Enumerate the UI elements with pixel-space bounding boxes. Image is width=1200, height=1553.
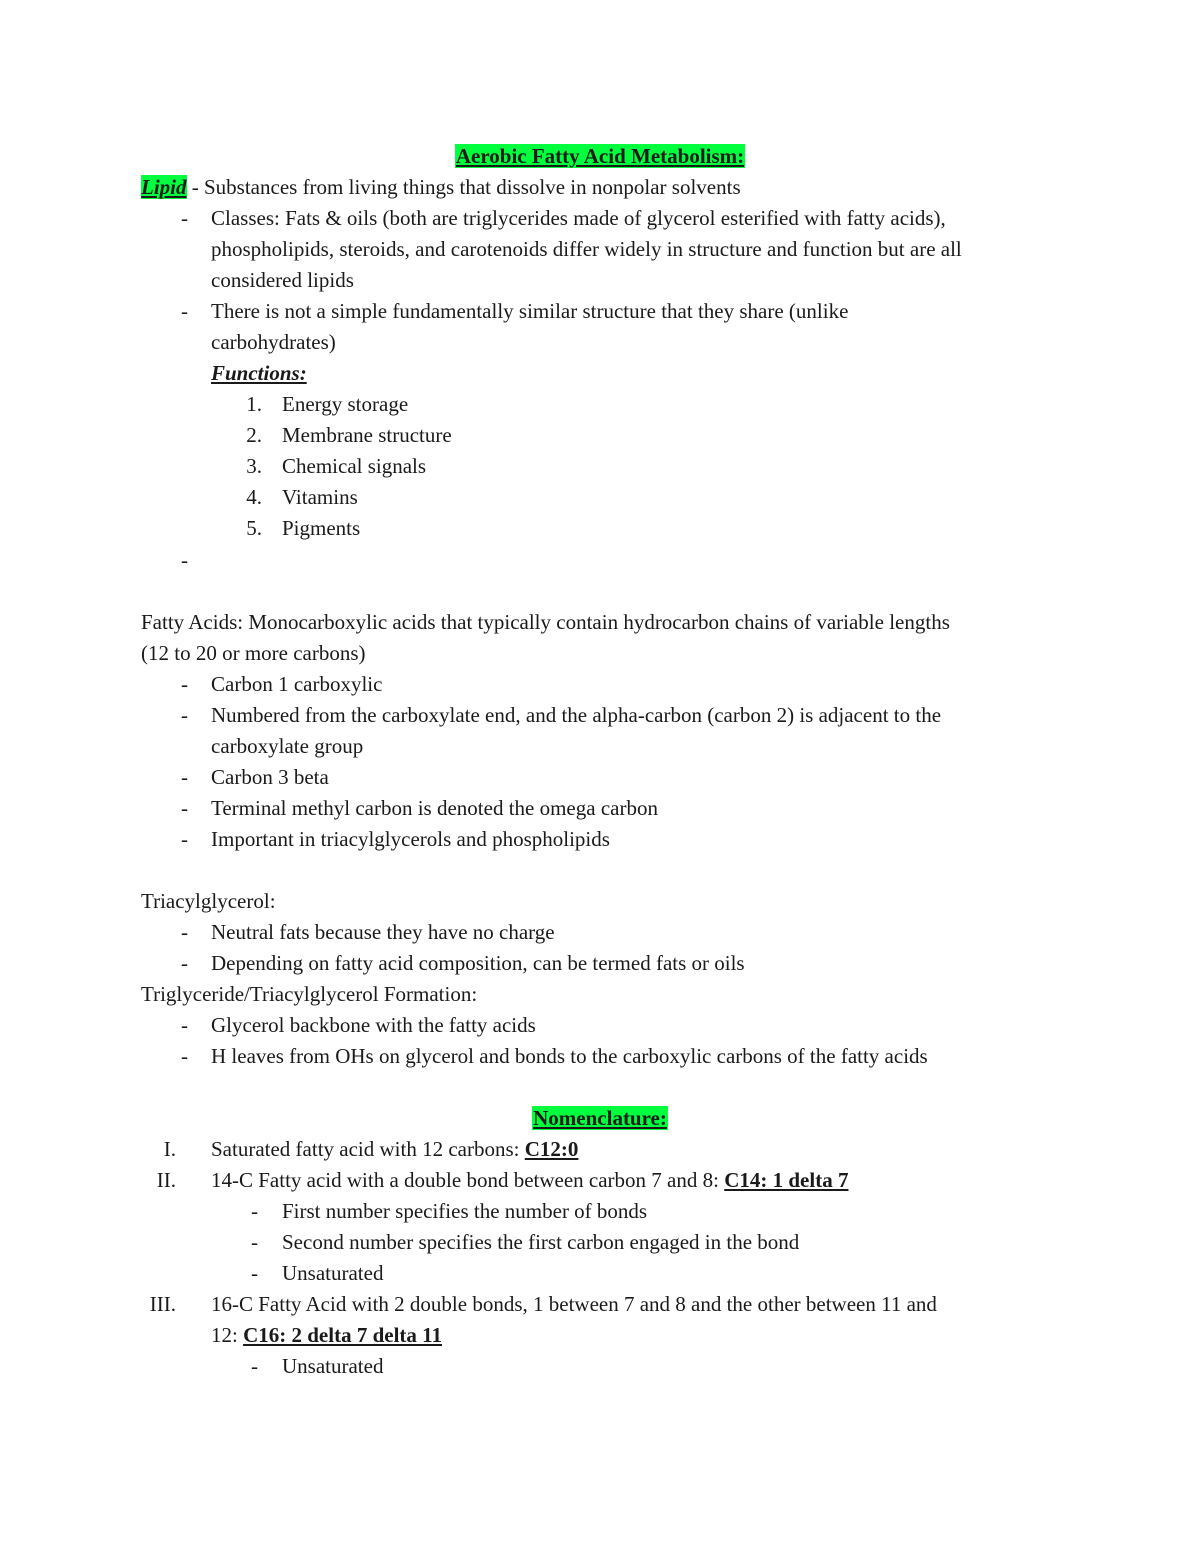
fatty-acids-intro-line <box>0 638 1200 669</box>
dash-marker: - <box>181 951 188 975</box>
formation-heading: Triglyceride/Triacylglycerol Formation: <box>141 982 478 1006</box>
lipid-bullet-continuation <box>0 234 1200 265</box>
bullet-text: Depending on fatty acid composition, can be termed fats or oils <box>211 951 745 975</box>
bullet-text: considered lipids <box>211 268 354 292</box>
nomenclature-text: 14-C Fatty acid with a double bond between carbon 7 and 8: <box>211 1168 725 1192</box>
fatty-acid-bullet <box>0 824 1200 855</box>
dash-marker: - <box>181 765 188 789</box>
dash-marker: - <box>181 1044 188 1068</box>
lipid-bullet <box>0 296 1200 327</box>
fatty-acid-bullet <box>0 793 1200 824</box>
fatty-acids-intro: (12 to 20 or more carbons) <box>141 641 366 665</box>
fatty-acids-intro: Fatty Acids: Monocarboxylic acids that typically contain hydrocarbon chains of variable lengths <box>141 610 950 634</box>
lipid-term: Lipid <box>141 175 187 199</box>
title-line <box>0 141 1200 172</box>
formation-bullet <box>0 1010 1200 1041</box>
dash-marker: - <box>181 920 188 944</box>
bullet-text: Terminal methyl carbon is denoted the omega carbon <box>211 796 658 820</box>
function-item <box>0 513 1200 544</box>
lipid-bullet-continuation <box>0 327 1200 358</box>
roman-numeral: II. <box>156 1168 176 1192</box>
nomenclature-item <box>0 1289 1200 1320</box>
nomenclature-text: Saturated fatty acid with 12 carbons: <box>211 1137 525 1161</box>
bullet-text: carboxylate group <box>211 734 364 758</box>
fatty-acid-bullet <box>0 700 1200 731</box>
nomenclature-sub-bullet <box>0 1351 1200 1382</box>
function-text: Chemical signals <box>282 454 427 478</box>
function-item <box>0 482 1200 513</box>
lipid-bullet-continuation <box>0 265 1200 296</box>
fatty-acid-bullet <box>0 669 1200 700</box>
fatty-acid-bullet <box>0 762 1200 793</box>
bullet-text: Unsaturated <box>282 1354 384 1378</box>
dash-marker: - <box>181 672 188 696</box>
bullet-text: Neutral fats because they have no charge <box>211 920 555 944</box>
dash-marker: - <box>251 1199 258 1223</box>
list-number: 3. <box>246 454 262 478</box>
bullet-text: Classes: Fats & oils (both are triglycerides made of glycerol esterified with fatty acids), <box>211 206 946 230</box>
nomenclature-text: 16-C Fatty Acid with 2 double bonds, 1 between 7 and 8 and the other between 11 and <box>211 1292 937 1316</box>
bullet-text: Important in triacylglycerols and phospholipids <box>211 827 610 851</box>
function-item <box>0 451 1200 482</box>
bullet-text: First number specifies the number of bonds <box>282 1199 648 1223</box>
bullet-text: carbohydrates) <box>211 330 336 354</box>
dash-marker: - <box>251 1230 258 1254</box>
nomenclature-code: C16: 2 delta 7 delta 11 <box>243 1323 442 1347</box>
dash-marker: - <box>181 548 188 572</box>
function-item <box>0 389 1200 420</box>
function-text: Vitamins <box>282 485 358 509</box>
nomenclature-item-continuation <box>0 1320 1200 1351</box>
lipid-definition-line <box>0 172 1200 203</box>
list-number: 1. <box>246 392 262 416</box>
fatty-acids-intro-line <box>0 607 1200 638</box>
triacylglycerol-heading: Triacylglycerol: <box>141 889 276 913</box>
bullet-text: Second number specifies the first carbon engaged in the bond <box>282 1230 800 1254</box>
list-number: 2. <box>246 423 262 447</box>
list-number: 4. <box>246 485 262 509</box>
functions-label-line <box>0 358 1200 389</box>
list-number: 5. <box>246 516 262 540</box>
bullet-text: Unsaturated <box>282 1261 384 1285</box>
lipid-definition: - Substances from living things that dissolve in nonpolar solvents <box>186 175 741 199</box>
triacylglycerol-bullet <box>0 917 1200 948</box>
dash-marker: - <box>251 1261 258 1285</box>
function-text: Membrane structure <box>282 423 452 447</box>
nomenclature-code: C12:0 <box>524 1137 579 1161</box>
formation-bullet <box>0 1041 1200 1072</box>
lipid-bullet <box>0 203 1200 234</box>
nomenclature-sub-bullet <box>0 1227 1200 1258</box>
dash-marker: - <box>181 206 188 230</box>
formation-heading-line <box>0 979 1200 1010</box>
bullet-text: H leaves from OHs on glycerol and bonds to the carboxylic carbons of the fatty acids <box>211 1044 928 1068</box>
function-text: Energy storage <box>282 392 409 416</box>
function-item <box>0 420 1200 451</box>
nomenclature-text: 12: <box>211 1323 244 1347</box>
nomenclature-sub-bullet <box>0 1258 1200 1289</box>
bullet-text: Glycerol backbone with the fatty acids <box>211 1013 536 1037</box>
nomenclature-item <box>0 1134 1200 1165</box>
triacylglycerol-heading-line <box>0 886 1200 917</box>
dash-marker: - <box>181 1013 188 1037</box>
function-text: Pigments <box>282 516 361 540</box>
triacylglycerol-bullet <box>0 948 1200 979</box>
dash-marker: - <box>181 827 188 851</box>
bullet-text: Numbered from the carboxylate end, and the alpha-carbon (carbon 2) is adjacent to the <box>211 703 942 727</box>
nomenclature-heading: Nomenclature: <box>533 1106 667 1130</box>
functions-label: Functions: <box>211 361 307 385</box>
bullet-text: phospholipids, steroids, and carotenoids differ widely in structure and function but are all <box>211 237 962 261</box>
fatty-acid-bullet-continuation <box>0 731 1200 762</box>
page-title: Aerobic Fatty Acid Metabolism: <box>455 144 745 168</box>
roman-numeral: I. <box>163 1137 176 1161</box>
bullet-text: Carbon 3 beta <box>211 765 329 789</box>
bullet-text: There is not a simple fundamentally similar structure that they share (unlike <box>211 299 849 323</box>
empty-bullet <box>0 545 1200 576</box>
nomenclature-code: C14: 1 delta 7 <box>724 1168 849 1192</box>
dash-marker: - <box>181 796 188 820</box>
bullet-text: Carbon 1 carboxylic <box>211 672 383 696</box>
nomenclature-sub-bullet <box>0 1196 1200 1227</box>
roman-numeral: III. <box>149 1292 176 1316</box>
dash-marker: - <box>251 1354 258 1378</box>
dash-marker: - <box>181 299 188 323</box>
nomenclature-heading-line <box>0 1103 1200 1134</box>
nomenclature-item <box>0 1165 1200 1196</box>
dash-marker: - <box>181 703 188 727</box>
